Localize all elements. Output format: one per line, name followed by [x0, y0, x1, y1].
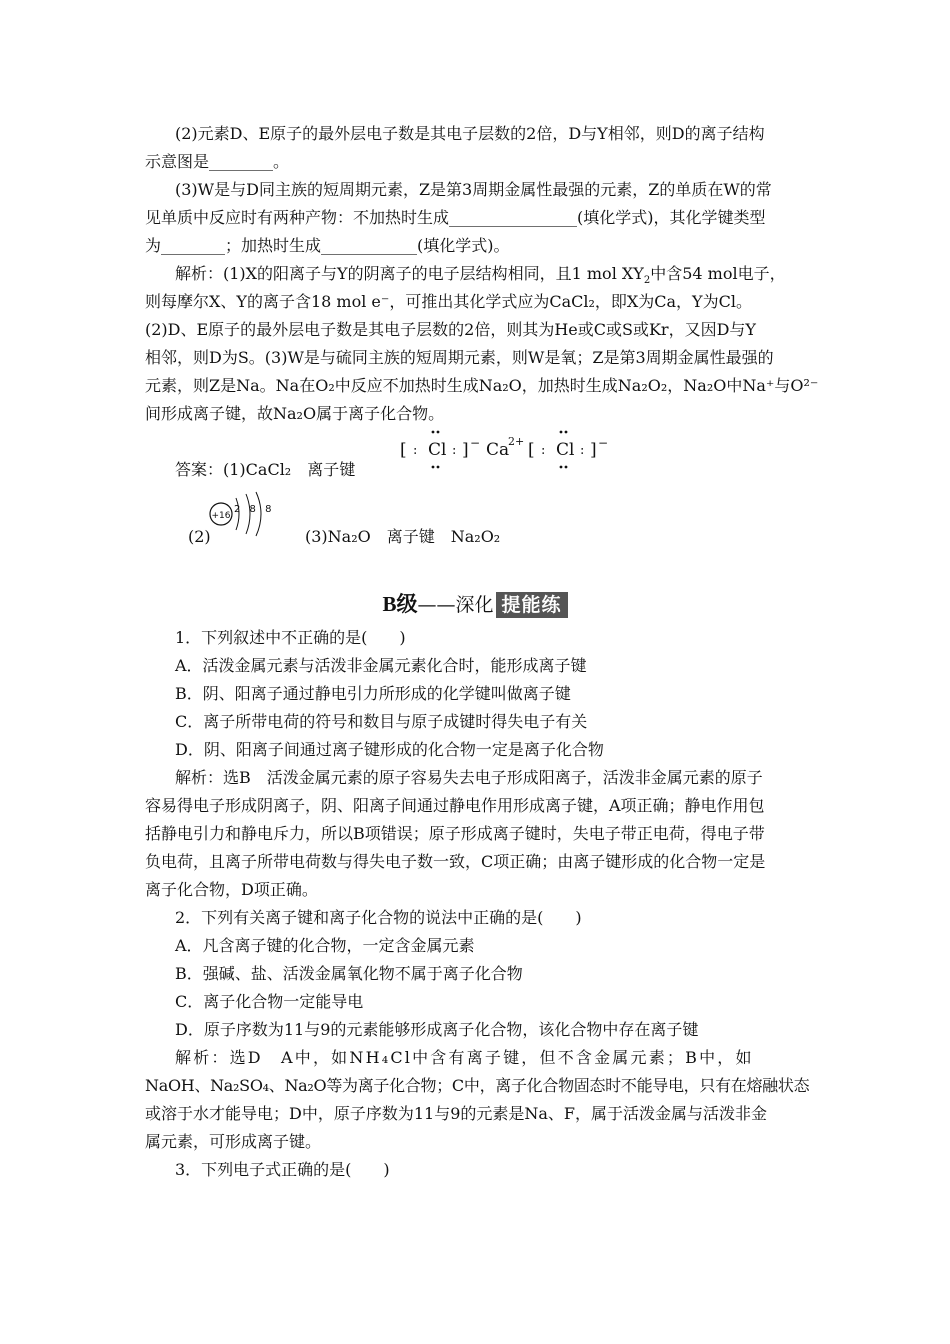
- explanation-line: (2)D、E原子的最外层电子数是其电子层数的2倍，则其为He或C或S或Kr，又因D与Y: [145, 320, 756, 339]
- explanation-line: 解析：选B 活泼金属元素的原子容易失去电子形成阳离子，活泼非金属元素的原子: [175, 768, 763, 787]
- ca-symbol: Ca: [486, 440, 510, 460]
- explanation-line: 则每摩尔X、Y的离子含18 mol e⁻，可推出其化学式应为CaCl₂，即X为Ca，Y为Cl。: [145, 292, 752, 311]
- explanation-line: 间形成离子键，故Na₂O属于离子化合物。: [145, 404, 445, 423]
- electron-pair: :: [541, 443, 546, 458]
- bracket-left: [: [528, 440, 535, 460]
- cl-left-symbol: Cl: [428, 440, 447, 460]
- bracket-right: ]: [462, 440, 469, 460]
- answer-line: 答案：(1)CaCl₂ 离子键: [175, 460, 356, 479]
- text-line: 为________；加热时生成____________(填化学式)。: [145, 236, 510, 255]
- option-b: B．阴、阳离子通过静电引力所形成的化学键叫做离子键: [175, 684, 571, 703]
- explanation-line: 负电荷，且离子所带电荷数与得失电子数一致，C项正确；由离子键形成的化合物一定是: [145, 852, 766, 871]
- electron-pair: :: [452, 443, 457, 458]
- anion-charge: −: [598, 436, 609, 450]
- explanation-line: 元素，则Z是Na。Na在O₂中反应不加热时生成Na₂O，加热时生成Na₂O₂，Na₂O中Na⁺与O²⁻: [145, 376, 819, 395]
- electron-dot: [432, 431, 435, 434]
- explanation-line: 离子化合物，D项正确。: [145, 880, 318, 899]
- section-heading: [0, 591, 950, 618]
- explanation-line: NaOH、Na₂SO₄、Na₂O等为离子化合物；C中，离子化合物固态时不能导电，只有在熔融状态: [145, 1076, 810, 1095]
- option-b: B．强碱、盐、活泼金属氧化物不属于离子化合物: [175, 964, 523, 983]
- section-badge: 提能练: [496, 592, 568, 618]
- electron-dot: [437, 466, 440, 469]
- answer-line: (3)Na₂O 离子键 Na₂O₂: [305, 527, 501, 546]
- question-stem: 3．下列电子式正确的是( ): [175, 1160, 390, 1179]
- section-dash: ——深化: [417, 594, 494, 616]
- option-a: A．活泼金属元素与活泼非金属元素化合时，能形成离子键: [175, 656, 587, 675]
- anion-charge: −: [470, 436, 481, 450]
- option-d: D．原子序数为11与9的元素能够形成离子化合物，该化合物中存在离子键: [175, 1020, 699, 1039]
- ion-structure-drawing: [208, 488, 278, 540]
- electron-dot: [565, 466, 568, 469]
- option-a: A．凡含离子键的化合物，一定含金属元素: [175, 936, 475, 955]
- ca-charge: 2+: [508, 435, 525, 448]
- section-level: B级: [382, 592, 418, 616]
- explanation-line: 解析：(1)X的阳离子与Y的阴离子的电子层结构相同，且1 mol $XY_2$中含54 mol电子，: [175, 264, 786, 287]
- cl-right-symbol: Cl: [556, 440, 575, 460]
- text-run: 解析：(1)X的阳离子与Y的阴离子的电子层结构相同，且1 mol XY: [175, 264, 644, 283]
- electron-dot: [432, 466, 435, 469]
- electron-pair: :: [580, 443, 585, 458]
- option-c: C．离子化合物一定能导电: [175, 992, 364, 1011]
- explanation-line: 属元素，可形成离子键。: [145, 1132, 322, 1151]
- text-line: (2)元素D、E原子的最外层电子数是其电子层数的2倍，D与Y相邻，则D的离子结构: [175, 124, 765, 143]
- electron-pair: :: [413, 443, 418, 458]
- question-stem: 1．下列叙述中不正确的是( ): [175, 628, 406, 647]
- text-line: (3)W是与D同主族的短周期元素，Z是第3周期金属性最强的元素，Z的单质在W的常: [175, 180, 772, 199]
- electron-dot: [437, 431, 440, 434]
- nucleus-charge: +16: [211, 511, 231, 521]
- electron-dot: [560, 431, 563, 434]
- option-c: C．离子所带电荷的符号和数目与原子成键时得失电子有关: [175, 712, 588, 731]
- bracket-right: ]: [590, 440, 597, 460]
- text-line: 示意图是________。: [145, 152, 290, 171]
- sulfide-ion-structure-diagram: [208, 488, 278, 540]
- text-line: 见单质中反应时有两种产物：不加热时生成________________(填化学式)，其化学键类型: [145, 208, 766, 227]
- bracket-left: [: [400, 440, 407, 460]
- explanation-line: 容易得电子形成阴离子，阴、阳离子间通过静电作用形成离子键，A项正确；静电作用包: [145, 796, 765, 815]
- explanation-line: 解析：选D A中，如NH₄Cl中含有离子键，但不含金属元素；B中，如: [175, 1048, 754, 1067]
- shell-electron-counts: 2 8 8: [234, 504, 275, 515]
- electron-dot: [560, 466, 563, 469]
- answer-label: (2): [188, 527, 211, 546]
- explanation-line: 相邻，则D为S。(3)W是与硫同主族的短周期元素，则W是氧；Z是第3周期金属性最强的: [145, 348, 774, 367]
- question-stem: 2．下列有关离子键和离子化合物的说法中正确的是( ): [175, 908, 582, 927]
- text-run: 中含54 mol电子，: [650, 264, 786, 283]
- electron-dot: [565, 431, 568, 434]
- explanation-line: 括静电引力和静电斥力，所以B项错误；原子形成离子键时，失电子带正电荷，得电子带: [145, 824, 765, 843]
- electron-formula-drawing: [400, 423, 660, 475]
- explanation-line: 或溶于水才能导电；D中，原子序数为11与9的元素是Na、F，属于活泼金属与活泼非金: [145, 1104, 768, 1123]
- cacl2-electron-formula: [400, 423, 660, 475]
- option-d: D．阴、阳离子间通过离子键形成的化合物一定是离子化合物: [175, 740, 604, 759]
